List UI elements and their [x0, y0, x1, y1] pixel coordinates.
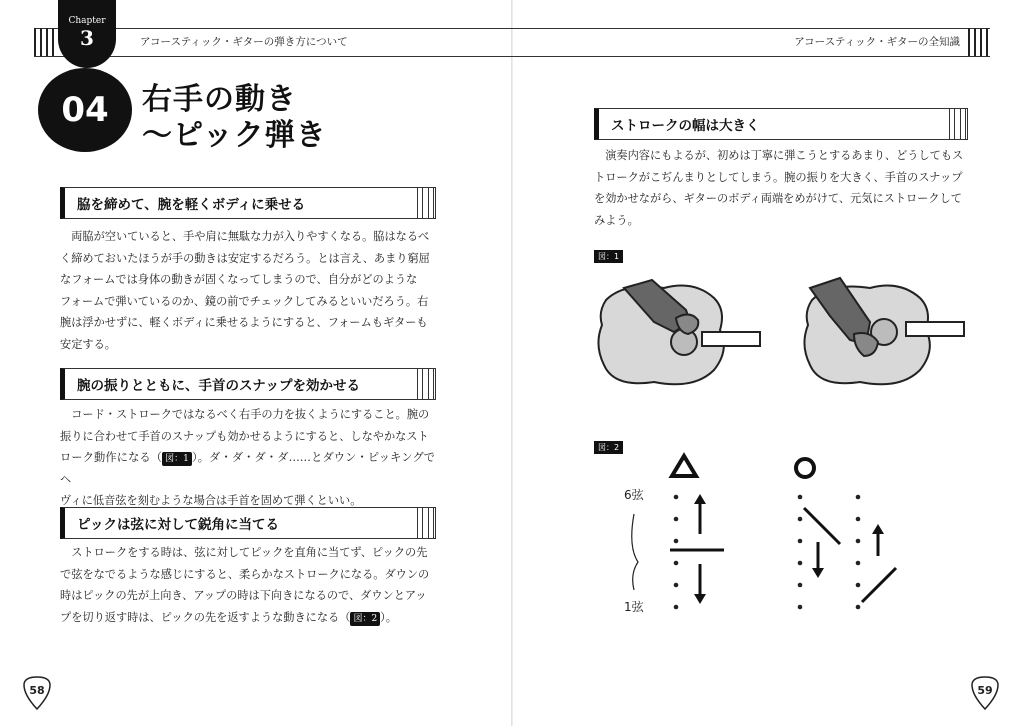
- text-line: みよう。: [594, 213, 639, 227]
- triangle-mark-icon: [672, 456, 696, 476]
- string-6-label: 6弦: [624, 488, 644, 502]
- section-heading-3: [60, 507, 436, 539]
- section-3-body: [60, 542, 435, 628]
- header-stripes-right: [968, 28, 990, 56]
- header-rule-top: [34, 28, 990, 29]
- right-running-title: アコースティック・ギターの全知識: [794, 36, 960, 48]
- left-running-title: アコースティック・ギターの弾き方について: [140, 36, 348, 48]
- section-1-body: [60, 226, 435, 355]
- text-line: ヴィに低音弦を刻むような場合は手首を固めて弾くといい。: [60, 494, 362, 507]
- text-line: コード・ストロークではなるべく右手の力を抜くようにすること。腕の: [60, 408, 430, 421]
- text-line: 腕は浮かせずに、軽くボディに乗せるようにすると、フォームもギターも: [60, 316, 428, 329]
- text-line: 時はピックの先が上向き、アップの時は下向きになるので、ダウンとアッ: [60, 589, 427, 602]
- text-line: ストロークをする時は、弦に対してピックを直角に当てず、ピックの先: [60, 546, 428, 559]
- chapter-label: Chapter: [68, 16, 106, 26]
- text-line: 安定する。: [60, 337, 116, 351]
- section-2-body: [60, 404, 435, 512]
- section-heading-2: [60, 368, 436, 400]
- figure-ref-1: 図：1: [162, 452, 192, 466]
- lesson-title-line1: 右手の動き: [142, 82, 297, 117]
- book-gutter: [511, 0, 513, 726]
- section-heading-right: [594, 108, 968, 140]
- figure-1-illustration: [594, 270, 974, 400]
- string-range-bracket: [632, 514, 638, 590]
- text-line: を効かせながら、ギターのボディ両端をめがけて、元気にストロークして: [594, 192, 962, 205]
- lesson-title-line2: ～ピック弾き: [142, 118, 327, 153]
- chapter-number: 3: [80, 26, 94, 50]
- figure-2-tag: 図：2: [594, 441, 623, 454]
- text-line: ローク動作になる（ 図：1 ）。ダ・ダ・ダ・ダ……とダウン・ピッキングでヘ: [60, 451, 435, 486]
- text-line: く締めておいたほうが手の動きは安定するだろう。とは言え、あまり窮屈: [60, 251, 430, 265]
- header-stripes-left: [34, 28, 56, 56]
- strings-column-1: [674, 495, 679, 610]
- text-line: プを切り返す時は、ピックの先を返すような動きになる（ 図：2 ）。: [60, 610, 397, 624]
- chapter-tab: [58, 0, 116, 68]
- strings-column-2: [798, 495, 803, 610]
- text-line: なフォームでは身体の動きが固くなってしまうので、自分がどのような: [60, 273, 418, 286]
- section-heading-right-label: ストロークの幅は大きく: [611, 118, 760, 134]
- page-number-left-text: 58: [29, 684, 45, 697]
- figure-ref-2: 図：2: [350, 612, 380, 626]
- text-line: 演奏内容にもよるが、初めは丁寧に弾こうとするあまり、どうしてもス: [594, 149, 964, 162]
- section-heading-1: [60, 187, 436, 219]
- section-heading-3-label: ピックは弦に対して鋭角に当てる: [77, 517, 279, 533]
- text-line: 振りに合わせて手首のスナップも効かせるようにすると、しなやかなスト: [60, 429, 429, 443]
- figure-2-diagram: [600, 452, 920, 622]
- header-rule-bottom: [34, 56, 990, 57]
- text-line: 両脇が空いていると、手や肩に無駄な力が入りやすくなる。脇はなるべ: [60, 230, 430, 243]
- guitar-strum-down-illustration: [804, 278, 964, 384]
- page-number-right: [970, 675, 1000, 711]
- strings-column-3: [856, 495, 861, 610]
- text-line: フォームで弾いているのか、鏡の前でチェックしてみるといいだろう。右: [60, 294, 429, 308]
- string-1-label: 1弦: [624, 600, 644, 614]
- text-line: トロークがこぢんまりとしてしまう。腕の振りを大きく、手首のスナップ: [594, 170, 963, 184]
- page-number-right-text: 59: [977, 684, 993, 697]
- pick-angle-up-line: [862, 568, 896, 602]
- pick-angle-down-line: [804, 508, 840, 544]
- section-heading-2-label: 腕の振りとともに、手首のスナップを効かせる: [77, 378, 360, 394]
- text-line: で弦をなでるような感じにすると、柔らかなストロークになる。ダウンの: [60, 567, 430, 581]
- lesson-number: 04: [38, 68, 132, 152]
- page-number-left: [22, 675, 52, 711]
- section-heading-1-label: 脇を締めて、腕を軽くボディに乗せる: [77, 197, 306, 213]
- circle-mark-icon: [796, 459, 814, 477]
- guitar-strum-wide-illustration: [598, 280, 760, 384]
- figure-1-tag: 図：1: [594, 250, 623, 263]
- right-section-body: [594, 145, 969, 231]
